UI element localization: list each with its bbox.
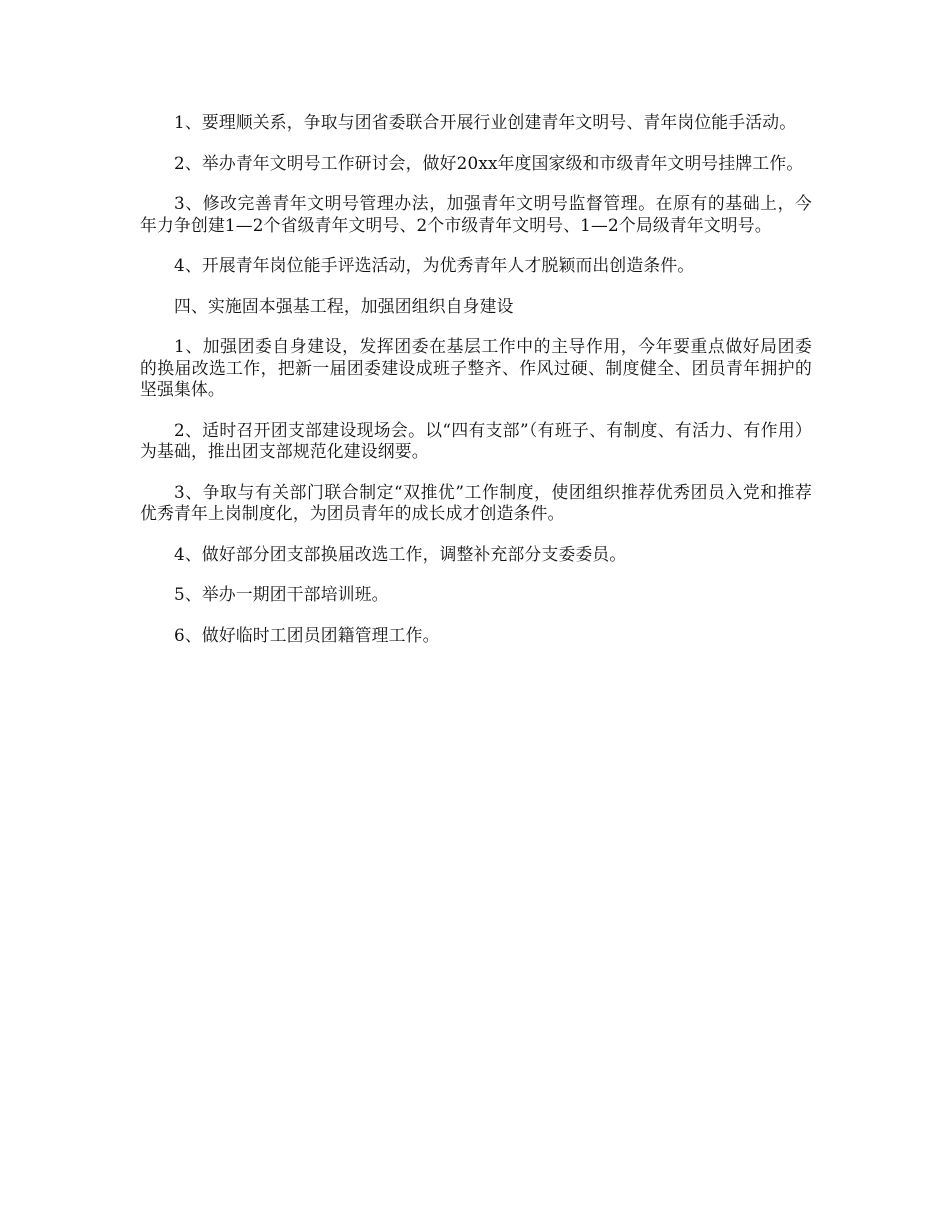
document-body	[140, 112, 812, 665]
paragraph-section4-item-5: 5、举办一期团干部培训班。	[174, 584, 389, 604]
section-heading: 四、实施固本强基工程，加强团组织自身建设	[174, 295, 514, 316]
paragraph-item-4: 4、开展青年岗位能手评选活动，为优秀青年人才脱颖而出创造条件。	[174, 255, 695, 275]
paragraph-item-3: 3、修改完善青年文明号管理办法，加强青年文明号监督管理。在原有的基础上，今年力争创建1—2个省级青年文明号、2个市级青年文明号、1—2个局级青年文明号。	[140, 193, 812, 235]
paragraph-section4-item-6: 6、做好临时工团员团籍管理工作。	[174, 624, 440, 645]
paragraph-section4-item-4: 4、做好部分团支部换届改选工作，调整补充部分支委委员。	[174, 543, 627, 564]
paragraph-item-1: 1、要理顺关系，争取与团省委联合开展行业创建青年文明号、青年岗位能手活动。	[174, 112, 797, 132]
paragraph-section4-item-1: 1、加强团委自身建设，发挥团委在基层工作中的主导作用，今年要重点做好局团委的换届改选工作，把新一届团委建设成班子整齐、作风过硬、制度健全、团员青年拥护的坚强集体。	[140, 336, 812, 399]
paragraph-item-2: 2、举办青年文明号工作研讨会，做好20xx年度国家级和市级青年文明号挂牌工作。	[174, 152, 804, 173]
paragraph-section4-item-2: 2、适时召开团支部建设现场会。以“四有支部”（有班子、有制度、有活力、有作用）为基础，推出团支部规范化建设纲要。	[140, 419, 812, 461]
paragraph-section4-item-3: 3、争取与有关部门联合制定“双推优”工作制度，使团组织推荐优秀团员入党和推荐优秀青年上岗制度化，为团员青年的成长成才创造条件。	[140, 481, 812, 523]
